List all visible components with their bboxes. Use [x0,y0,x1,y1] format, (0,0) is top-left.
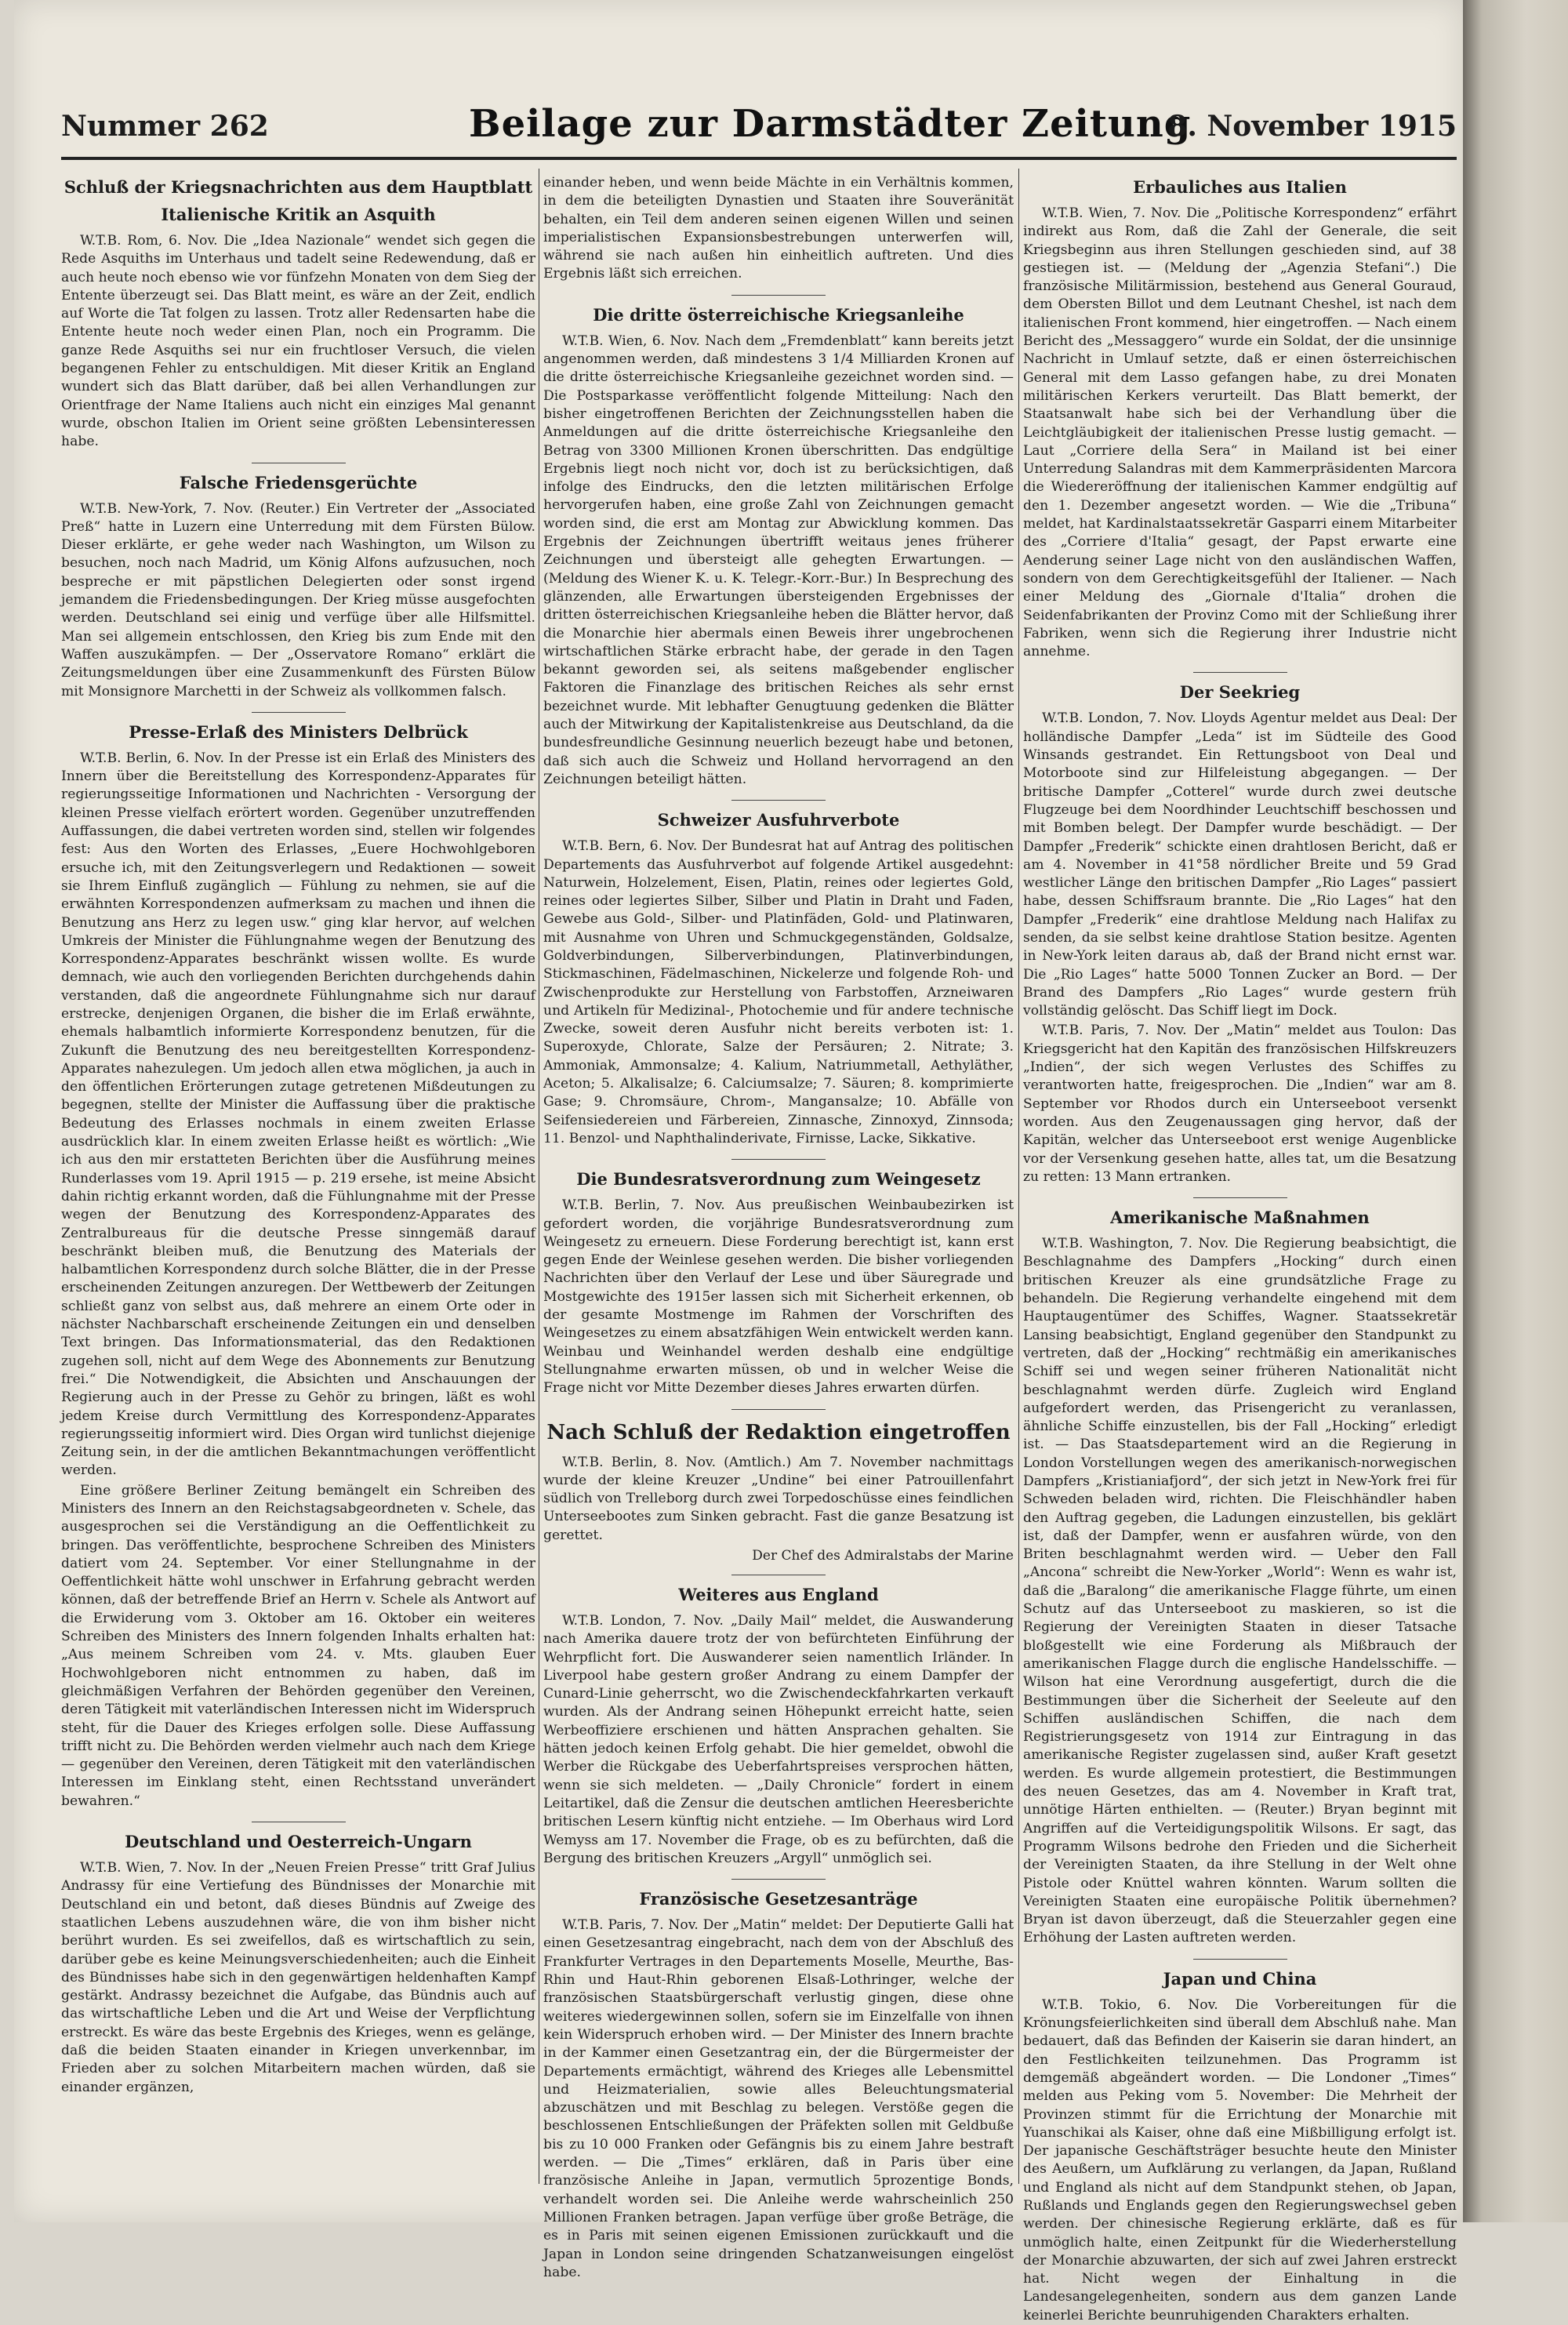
section-separator [1193,1959,1287,1960]
section-separator [252,712,346,713]
article-paragraph: W.T.B. Paris, 7. Nov. Der „Matin“ meldet: Der Deputierte Galli hat einen Gesetzesantrag eingebracht, nach dem von der Abschluß des Frankfurter Vertrages in den Departements Moselle, Meurthe, Bas-Rhin und Haut-Rhin geborenen Elsaß-Lothringer, welche der französischen Staatsbürgerschaft verlustig gingen, diese ohne weiteres wiedergewinnen sollen, sofern sie im Einzelfalle von ihnen kein Widerspruch erhoben wird. — Der Minister des Innern brachte in der Kammer einen Gesetzantrag ein, der die Bürgermeister der Departements ermächtigt, während des Krieges alle Lebensmittel und Heizmaterialien, sowie alles Beleuchtungsmaterial abzuschätzen und mit Beschlag zu belegen. Verstöße gegen die beschlossenen Entschließungen der Präfekten sollen mit Geldbuße bis zu 10 000 Franken oder Gefängnis bis zu einem Jahre bestraft werden. — Die „Times“ erklären, daß in Paris über eine französische Anleihe in Japan, vermutlich 5prozentige Bonds, verhandelt worden sei. Die Anleihe werde wahrscheinlich 250 Millionen Franken betragen. Japan verfüge über große Beträge, die es in Paris mit seinen eigenen Emissionen zurückkauft und die Japan in London seine dringenden Schatzanweisungen eingelöst habe. [543,1917,1014,2280]
article-paragraph: Eine größere Berliner Zeitung bemängelt ein Schreiben des Ministers des Innern an den Reichstagsabgeordneten v. Schele, das ausgesprochen sei die Verständigung an die Oeffentlichkeit zu bringen. Das veröffentlichte, besprochene Schreiben des Ministers datiert vom 24. September. Vor einer Stellungnahme in der Oeffentlichkeit hätte wohl unschwer in Erfahrung gebracht werden können, daß der betreffende Brief an Herrn v. Schele als Antwort auf die Erwiderung vom 3. Oktober am 16. Oktober ein weiteres Schreiben des Ministers des Innern folgenden Inhalts erhalten hat: „Aus meinem Schreiben vom 24. v. Mts. glauben Euer Hochwohlgeboren nicht entnommen zu haben, daß im gleichmäßigen Verfahren der Behörden gegenüber den Vereinen, deren Tätigkeit mit vaterländischen Interessen nicht im Widerspruch steht, für die Dauer des Krieges erfolgen solle. Diese Auffassung trifft nicht zu. Die Behörden werden vielmehr auch nach dem Kriege — gegenüber den Vereinen, deren Tätigkeit mit den vaterländischen Interessen im Einklang steht, einen Rechtsstand unverändert bewahren.“ [61,1482,535,1809]
article-paragraph: W.T.B. Berlin, 8. Nov. (Amtlich.) Am 7. November nachmittags wurde der kleine Kreuzer „Undine“ bei einer Patrouillenfahrt südlich von Trelleborg durch zwei Torpedoschüsse eines feindlichen Unterseebootes zum Sinken gebracht. Fast die ganze Besatzung ist gerettet. [543,1454,1014,1543]
section-separator [731,295,826,296]
section-separator [731,1159,826,1160]
column-1 [61,174,535,2182]
headline-italienische-kritik-an-asquith: Italienische Kritik an Asquith [161,205,436,224]
column-3 [1023,174,1457,2323]
headline-schweizer-ausfuhrverbote: Schweizer Ausfuhrverbote [657,810,900,830]
headline-der-seekrieg: Der Seekrieg [1179,682,1301,703]
article-paragraph: W.T.B. New-York, 7. Nov. (Reuter.) Ein Vertreter der „Associated Preß“ hatte in Luzern eine Unterredung mit dem Fürsten Bülow. Dieser erklärte, er gehe weder nach Washington, um Wilson zu besuchen, noch nach Madrid, um König Alfons aufzusuchen, noch bespreche er mit päpstlichen Delegierten oder sonst irgend jemandem die Friedensbedingungen. Der Krieg müsse ausgefochten werden. Deutschland sei einig und verfüge über alle Hilfsmittel. Man sei allgemein entschlossen, den Krieg bis zum Ende mit den Waffen auszukämpfen. — Der „Osservatore Romano“ erklärt die Zeitungsmeldungen über eine Zusammenkunft des Fürsten Bülow mit Monsignore Marchetti in der Schweiz als vollkommen falsch. [61,500,535,699]
issue-number: Nummer 262 [61,110,269,143]
headline-deutschland-und-oesterreich-ungarn: Deutschland und Oesterreich-Ungarn [125,1832,472,1852]
section-separator [731,800,826,801]
article-paragraph: W.T.B. Wien, 6. Nov. Nach dem „Fremdenblatt“ kann bereits jetzt angenommen werden, daß mindestens 3 1/4 Milliarden Kronen auf die dritte österreichische Kriegsanleihe gezeichnet worden sind. — Die Postsparkasse veröffentlicht folgende Mitteilung: Nach den bisher eingetroffenen Berichten der Zeichnungsstellen haben die Anmeldungen auf die dritte österreichische Kriegsanleihe den Betrag von 3300 Millionen Kronen überschritten. Das endgültige Ergebnis liegt noch nicht vor, doch ist zu berücksichtigen, daß infolge des Eindrucks, den die letzten militärischen Erfolge hervorgerufen haben, eine große Zahl von Zeichnungen gemacht worden sind, die erst am Montag zur Abwicklung kommen. Das Ergebnis der Zeichnungen übertrifft weitaus jenes früherer Zeichnungen und übersteigt alle gehegten Erwartungen. — (Meldung des Wiener K. u. K. Telegr.-Korr.-Bur.) In Besprechung des glänzenden, alle Erwartungen übersteigenden Ergebnisses der dritten österreichischen Kriegsanleihe heben die Blätter hervor, daß die Monarchie hier abermals einen Beweis ihrer ungebrochenen wirtschaftlichen Stärke erbracht habe, der gerade in den Tagen bekannt geworden sei, als seitens maßgebender englischer Faktoren die Finanzlage des britischen Reiches als sehr ernst bezeichnet wurde. Mit lebhafter Genugtuung gedenken die Blätter auch der Mitwirkung der Kapitalistenkreise aus Deutschland, da die bundesfreundliche Gesinnung neuerlich bezeugt habe und betonen, daß sich auch die Schweiz und Holland hervorragend an den Zeichnungen beteiligt hätten. [543,332,1014,787]
article-paragraph: W.T.B. Washington, 7. Nov. Die Regierung beabsichtigt, die Beschlagnahme des Dampfers „Hocking“ durch einen britischen Kreuzer als eine grundsätzliche Frage zu behandeln. Die Regierung verhandelte eingehend mit dem Hauptaugentümer des Schiffes, Wagner. Staatssekretär Lansing beabsichtigt, England gegenüber den Standpunkt zu vertreten, daß der „Hocking“ rechtmäßig ein amerikanisches Schiff sei und wegen seiner früheren Nationalität nicht beschlagnahmt werden dürfe. Zugleich wird England aufgefordert werden, das Prisengericht zu veranlassen, ähnliche Schiffe einzustellen, bis der Fall „Hocking“ erledigt ist. — Das Staatsdepartement wird an die Regierung in London Vorstellungen wegen des amerikanisch-norwegischen Dampfers „Kristianiafjord“, der sich jetzt in New-York frei für Schweden beladen wird, richten. Die Fleischhändler haben den Auftrag gegeben, die Ladungen einzustellen, bis geklärt ist, daß der Dampfer, wenn er ausfahren würde, von den Briten beschlagnahmt werden wird. — Ueber den Fall „Ancona“ schreibt die New-Yorker „World“: Wenn es wahr ist, daß die „Baralong“ die amerikanische Flagge führte, um einen Schutz auf das Unterseeboot zu maskieren, so ist die Regierung der Vereinigten Staaten in dieser Tatsache bloßgestellt wie eine Forderung als Mißbrauch der amerikanischen Flagge durch die englische Handelsschiffe. — Wilson hat eine Verordnung ausgefertigt, durch die die Bestimmungen über die Sicherheit der Seeleute auf den Schiffen ausländischen Schiffen, die nach dem Registrierungsgesetz von 1914 zur Eintragung in das amerikanische Register zugelassen sind, außer Kraft gesetzt werden. Es wurde allgemein protestiert, die Bestimmungen des neuen Gesetzes, das am 4. November in Kraft trat, unnötige Härten enthielten. — (Reuter.) Bryan beginnt mit Angriffen auf die Verteidigungspolitik Wilsons. Er sagt, das Programm Wilsons bedrohe den Frieden und die Sicherheit der Vereinigten Staaten, da ihre Stellung in der Welt ohne Pistole oder Knüttel wahren könnten. Warum sollten die Vereinigten Staaten eine europäische Politik übernehmen? Bryan ist davon überzeugt, daß die Steuerzahler gegen eine Erhöhung der Lasten auftreten werden. [1023,1236,1457,1946]
masthead [61,102,1457,149]
newspaper-page [14,0,1463,2323]
article-paragraph: W.T.B. Wien, 7. Nov. In der „Neuen Freien Presse“ tritt Graf Julius Andrassy für eine Vertiefung des Bündnisses der Monarchie mit Deutschland ein und betont, daß dieses Bündnis auf Zweige des staatlichen Lebens auszudehnen wäre, die von ihm bisher nicht berührt wurden. Es sei zweifellos, daß es wirtschaftlich zu sein, darüber gebe es keine Meinungsverschiedenheiten; auch die Einheit des Bündnisses habe sich in den gegenwärtigen heldenhaften Kampf gestärkt. Andrassy bezeichnet die Aufgabe, das Bündnis auch auf das wirtschaftliche Leben und die Art und Weise der Verpflichtung erstreckt. Es wäre das beste Ergebnis des Krieges, wenn es gelänge, daß die beiden Staaten einander in Kriegen unverkennbar, im Frieden aber zu solchen Mitarbeitern machen würden, daß sie einander ergänzen, [61,1860,535,2095]
issue-date: 8. November 1915 [1167,110,1457,143]
section-separator [1193,1197,1287,1198]
headline-japan-und-china: Japan und China [1163,1968,1317,1989]
headline-nach-schlu-der-redaktion-eingetroffen: Nach Schluß der Redaktion eingetroffen [546,1420,1011,1444]
headline-erbauliches-aus-italien: Erbauliches aus Italien [1133,177,1347,197]
article-signature: Der Chef des Admiralstabs der Marine [752,1548,1014,1564]
headline-falsche-friedensgeru-chte: Falsche Friedensgerüchte [179,472,418,492]
newspaper-title: Beilage zur Darmstädter Zeitung [469,102,1192,146]
article-paragraph: W.T.B. Rom, 6. Nov. Die „Idea Nazionale“ wendet sich gegen die Rede Asquiths im Unterhaus und tadelt seine Redewendung, daß er auch heute noch ebenso wie vor fünfzehn Monaten von dem Sieg der Entente überzeugt sei. Das Blatt meint, es wäre an der Zeit, endlich auf Worte die Tat folgen zu lassen. Trotz aller Redensarten habe die Entente heute noch weder einen Plan, noch ein Programm. Die ganze Rede Asquiths sei nur ein fruchtloser Versuch, die vielen begangenen Fehler zu entschuldigen. Mit dieser Kritik an England wundert sich das Blatt darüber, daß bei allen Verhandlungen zur Orientfrage der Name Italiens auch nicht ein einziges Mal genannt wurde, obschon Italien im Orient seine größten Lebensinteressen habe. [61,233,535,450]
headline-franzo-sische-gesetzesantra-ge: Französische Gesetzesanträge [639,1889,918,1909]
article-paragraph: einander heben, und wenn beide Mächte in ein Verhältnis kommen, in dem die beteiligten Dynastien und Staaten ihre Souveränität behalten, ein Teil dem anderen seinen eigenen Willen und seinen imperialistischen Expansionsbestrebungen unterwerfen will, während sie nach außen hin einheitlich auftreten. Und dies Ergebnis läßt sich erreichen. [543,175,1014,282]
article-paragraph: W.T.B. Berlin, 7. Nov. Aus preußischen Weinbaubezirken ist gefordert worden, die vorjährige Bundesratsverordnung zum Weingesetz zu erneuern. Diese Forderung berechtigt ist, kann erst gegen Ende der Weinlese gesehen werden. Die bisher vorliegenden Nachrichten über den Verlauf der Lese und über Säuregrade und Mostgewichte des 1915er lassen sich mit Sicherheit erkennen, ob der gesamte Mostmenge im Rahmen der Vorschriften des Weingesetzes zu einem absatzfähigen Wein entwickelt werden kann. Weinbau und Weinhandel werden deshalb eine endgültige Stellungnahme erwarten müssen, ob und in welcher Weise die Frage nicht vor Mitte Dezember dieses Jahres erwarten dürfen. [543,1197,1014,1397]
column-divider [1018,169,1019,2184]
headline-presse-erla-des-ministers-delbru-ck: Presse-Erlaß des Ministers Delbrück [129,721,468,742]
article-paragraph: W.T.B. Berlin, 6. Nov. In der Presse ist ein Erlaß des Ministers des Innern über die Bereitstellung des Korrespondenz-Apparates für regierungsseitige Informationen und Nachrichten - Versorgung der kleinen Presse vielfach erörtert worden. Gegenüber unzutreffenden Auffassungen, die dabei vertreten worden sind, stellen wir folgendes fest: Aus den Worten des Erlasses, „Euere Hochwohlgeboren ersuche ich, mit den Zeitungsverlegern und Redaktionen — soweit sie Ihrem Einfluß zugänglich — Fühlung zu nehmen, sie auf die erwähnten Korrespondenzen aufmerksam zu machen und ihnen die Benutzung ans Herz zu legen usw.“ ging klar hervor, auf welchen Umkreis der Minister die Fühlungnahme wegen der Benutzung des Korrespondenz-Apparates beschränkt wissen wollte. Es wurde demnach, wie auch den vorliegenden Berichten durchgehends dahin verstanden, daß die angeordnete Fühlungnahme sich nur darauf erstrecke, denjenigen Organen, die bisher die im Erlaß erwähnte, ehemals halbamtlich informierte Korrespondenz benutzen, für die Zukunft die Benutzung des neu bereitgestellten Korrespondenz-Apparates nahezulegen. Um jedoch allen etwa möglichen, ja auch in den öffentlichen Erörterungen zutage getretenen Mißdeutungen zu begegnen, stellte der Minister die Auffassung über die praktische Bedeutung des Erlasses nochmals in einem zweiten Erlasse ausdrücklich klar. In einem zweiten Erlasse heißt es wörtlich: „Wie ich aus den mir erstatteten Berichten über die Ausführung meines Runderlasses vom 19. April 1915 — p. 219 ersehe, ist meine Absicht dahin richtig erkannt worden, daß die Fühlungnahme mit der Presse wegen der Benutzung des Korrespondenz-Apparates des Zentralbureaus für die deutsche Presse sinngemäß darauf beschränkt bleiben muß, die Benutzung des Materials der halbamtlichen Korrespondenz durch solche Blätter, die in der Presse erscheinenden Zeitungen anzuregen. Der Wettbewerb der Zeitungen schließt ganz von selbst aus, daß mehrere an einem Orte oder in nächster Nachbarschaft erscheinende Zeitungen ein und denselben Text bringen. Das Informationsmaterial, das den Redaktionen zugehen soll, nicht auf dem Wege des Abonnements zur Benutzung frei.“ Die Notwendigkeit, die Absichten und Anschauungen der Regierung auch in der Presse zu Gehör zu bringen, läßt es wohl jedem Kreise durch Vermittlung des Korrespondenz-Apparates regierungsseitig informiert wird. Dies Organ wird tunlichst diejenige Zeitung sein, in der die amtlichen Bekanntmachungen veröffentlicht werden. [61,750,535,1479]
section-separator [731,1879,826,1880]
article-paragraph: W.T.B. Wien, 7. Nov. Die „Politische Korrespondenz“ erfährt indirekt aus Rom, daß die Zahl der Generale, die seit Kriegsbeginn aus ihren Stellungen geschieden sind, auf 38 gestiegen ist. — (Meldung der „Agenzia Stefani“.) Die französische Militärmission, bestehend aus General Gouraud, dem Obersten Billot und dem Leutnant Cheshel, ist nach dem italienischen Front kommend, hier eingetroffen. — Nach einem Bericht des „Messaggero“ wurde ein Soldat, der die unsinnige Nachricht in Umlauf setzte, daß er einen österreichischen General mit dem Lasso gefangen habe, zu drei Monaten militärischen Kerkers verurteilt. Das Blatt bemerkt, der Staatsanwalt habe sich bei der Verhandlung über die Leichtgläubigkeit der italienischen Presse lustig gemacht. — Laut „Corriere della Sera“ in Mailand ist bei einer Unterredung Salandras mit dem Kammerpräsidenten Marcora die Wiedereröffnung der italienischen Kammer endgültig auf den 1. Dezember angesetzt worden. — Wie die „Tribuna“ meldet, hat Kardinalstaatssekretär Gasparri einem Mitarbeiter des „Corriere d'Italia“ gesagt, der Papst erwarte eine Aenderung seiner Lage nicht von den ausländischen Waffen, sondern von dem Gerechtigkeitsgefühl der Italiener. — Nach einer Meldung des „Giornale d'Italia“ drohen die Seidenfabrikanten der Provinz Como mit der Schließung ihrer Fabriken, wenn sich die Regierung ihrer Industrie nicht annehme. [1023,205,1457,660]
column-2 [543,174,1014,2280]
headline-schlu-der-kriegsnachrichten-aus-dem-hauptblatt: Schluß der Kriegsnachrichten aus dem Hauptblatt [64,177,533,197]
book-binding [1463,0,1568,2222]
masthead-rule [61,157,1457,160]
article-paragraph: W.T.B. London, 7. Nov. „Daily Mail“ meldet, die Auswanderung nach Amerika dauere trotz der von befürchteten Einführung der Wehrpflicht fort. Die Auswanderer seien namentlich Irländer. In Liverpool habe gestern großer Andrang zu einem Dampfer der Cunard-Linie geherrscht, wo die Zwischendeckfahrkarten verkauft wurden. Als der Andrang seinen Höhepunkt erreicht hatte, seien Werbeoffiziere erschienen und hätten Ansprachen gehalten. Sie hätten jedoch keinen Erfolg gehabt. Die hier gemeldet, obwohl die Werber die Rückgabe des Ueberfahrtspreises versprochen hätten, wenn sie sich meldeten. — „Daily Chronicle“ fordert in einem Leitartikel, daß die Zensur die deutschen amtlichen Heeresberichte britischen Lesern künftig nicht entziehe. — Im Oberhaus wird Lord Wemyss am 17. November die Frage, ob es zu befürchten, daß die Bergung des britischen Kreuzers „Argyll“ unmöglich sei. [543,1613,1014,1866]
section-separator [1193,672,1287,673]
headline-weiteres-aus-england: Weiteres aus England [678,1585,879,1604]
article-paragraph: W.T.B. Paris, 7. Nov. Der „Matin“ meldet aus Toulon: Das Kriegsgericht hat den Kapitän des französischen Hilfskreuzers „Indien“, der sich wegen Verlustes des Schiffes zu verantworten hatte, freigesprochen. Die „Indien“ war am 8. September vor Rhodos durch ein Unterseeboot versenkt worden. Aus den Zeugenaussagen ging hervor, daß der Kapitän, welcher das Unterseeboot erst wenige Augenblicke vor der Versenkung gesehen hatte, alles tat, um die Besatzung zu retten: 13 Mann ertranken. [1023,1023,1457,1185]
article-paragraph: W.T.B. Bern, 6. Nov. Der Bundesrat hat auf Antrag des politischen Departements das Ausfuhrverbot auf folgende Artikel ausgedehnt: Naturwein, Holzelement, Eisen, Platin, reines oder legiertes Gold, reines oder legiertes Silber, Silber und Platin in Draht und Faden, Gewebe aus Gold-, Silber- und Platinfäden, Gold- und Platinwaren, mit Ausnahme von Uhren und Schmuckgegenständen, Goldsalze, Goldverbindungen, Silberverbindungen, Platinverbindungen, Stickmaschinen, Fädelmaschinen, Nickelerze und folgende Roh- und Zwischenprodukte zur Herstellung von Farbstoffen, Arzneiwaren und Artikeln für Medizinal-, Photochemie und für andere technische Zwecke, soweit deren Ausfuhr nicht bereits verboten ist: 1. Superoxyde, Chlorate, Salze der Persäuren; 2. Nitrate; 3. Ammoniak, Ammonsalze; 4. Kalium, Natriummetall, Aethyläther, Aceton; 5. Alkalisalze; 6. Calciumsalze; 7. Säuren; 8. komprimierte Gase; 9. Chromsäure, Chrom-, Mangansalze; 10. Abfälle von Seifensiedereien und Färbereien, Zinnasche, Zinnoxyd, Zinnsoda; 11. Benzol- und Naphthalinderivate, Firnisse, Lacke, Sikkative. [543,838,1014,1146]
headline-die-bundesratsverordnung-zum-weingesetz: Die Bundesratsverordnung zum Weingesetz [576,1169,981,1190]
headline-amerikanische-ma-nahmen: Amerikanische Maßnahmen [1110,1208,1370,1228]
section-separator [731,1409,826,1410]
article-paragraph: W.T.B. Tokio, 6. Nov. Die Vorbereitungen für die Krönungsfeierlichkeiten sind überall dem Abschluß nahe. Man bedauert, daß das Befinden der Kaiserin sie daran hindert, an den Festlichkeiten teilzunehmen. Das Programm ist demgemäß abgeändert worden. — Die Londoner „Times“ melden aus Peking vom 5. November: Die Mehrheit der Provinzen stimmt für die Errichtung der Monarchie mit Yuanschikai als Kaiser, ohne daß eine Mißbilligung erfolgt ist. Der japanische Geschäftsträger besuchte heute den Minister des Aeußern, um Aufklärung zu verlangen, da Japan, Rußland und England als nicht auf dem Standpunkt stehen, ob Japan, Rußlands und Englands gegen den Regierungswechsel geben werden. Der chinesische Regierung erklärte, daß es für unmöglich halte, einen Zeitpunkt für die Wiederherstellung der Monarchie abzuwarten, der sich auf zwei Jahren erstreckt hat. Nicht wegen der Einhaltung in die Landesangelegenheiten, sondern aus dem ganzen Lande keinerlei Berichte beunruhigenden Charakters erhalten. [1023,1996,1457,2323]
article-paragraph: W.T.B. London, 7. Nov. Lloyds Agentur meldet aus Deal: Der holländische Dampfer „Leda“ ist im Südteile des Good Winsands gestrandet. Ein Rettungsboot von Deal und Motorboote sind zur Hilfeleistung abgegangen. — Der britische Dampfer „Cotterel“ wurde durch zwei deutsche Flugzeuge bei dem Noordhinder Leuchtschiff beschossen und mit Bomben belegt. Der Dampfer wurde beschädigt. — Der Dampfer „Frederik“ schickte einen drahtlosen Bericht, daß er am 4. November in 41°58 nördlicher Breite und 59 Grad westlicher Länge den britischen Dampfer „Rio Lages“ passiert habe, dessen Schiffsraum brannte. Die „Rio Lages“ hat den Dampfer „Frederik“ eine drahtlose Meldung nach Halifax zu senden, da sie selbst keine drahtlose Station besitze. Agenten in New-York leiten daraus ab, daß der Brand nicht ernst war. Die „Rio Lages“ hatte 5000 Tonnen Zucker an Bord. — Der Brand des Dampfers „Rio Lages“ wurde gestern früh vollständig gelöscht. Das Schiff liegt im Dock. [1023,710,1457,1019]
headline-die-dritte-o-sterreichische-kriegsanleihe: Die dritte österreichische Kriegsanleihe [593,304,964,325]
